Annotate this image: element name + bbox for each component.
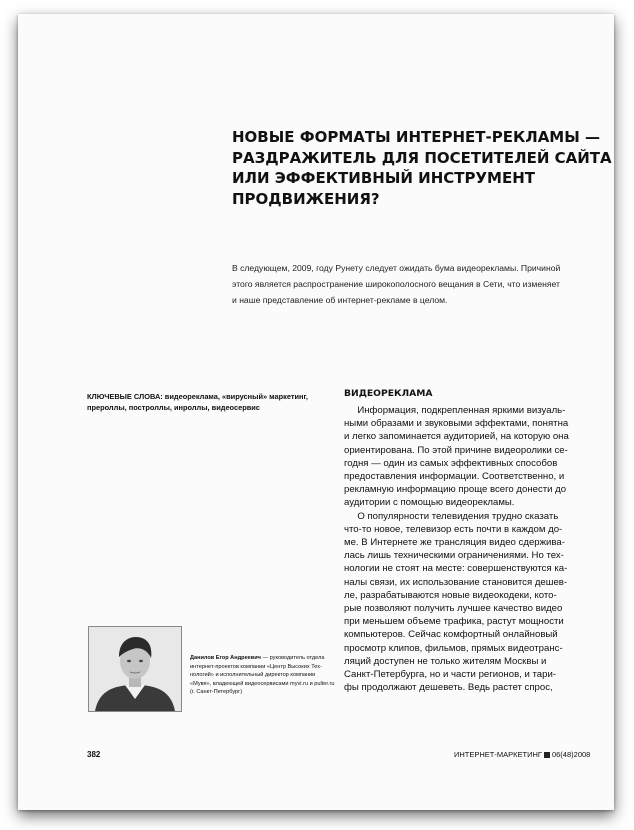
keywords-line: КЛЮЧЕВЫЕ СЛОВА: видеореклама, «вирусный» маркетинг, — [87, 392, 308, 401]
author-bio-line: интернет-проектов компании «Центр Высоких Тех- — [190, 663, 322, 670]
author-portrait-icon — [89, 627, 181, 711]
body-line: предоставления информации. Соответственно, и — [344, 471, 565, 483]
body-line: аудитории с помощью видеорекламы. — [344, 497, 515, 509]
article-title — [232, 127, 612, 209]
page-number: 382 — [87, 750, 101, 759]
article-body — [344, 404, 589, 694]
lead-line: и наше представление об интернет-рекламе в целом. — [232, 295, 448, 305]
body-line: О популярности телевидения трудно сказать — [344, 510, 559, 522]
author-role: — руководитель отдела — [260, 655, 325, 661]
author-bio — [190, 654, 340, 697]
body-line: и легко запоминается аудиторией, на которую она — [344, 431, 569, 443]
journal-page — [18, 14, 614, 810]
square-bullet-icon — [544, 752, 550, 758]
body-line: налы связи, их использование становится дешев- — [344, 576, 568, 588]
author-bio-line — [190, 654, 340, 663]
body-line: просмотр клипов, фильмов, прямых видеотранс- — [344, 642, 563, 654]
body-line: ными образами и звуковыми эффектами, понятна — [344, 418, 569, 430]
author-bio-line: «Мувя», владеющей видеосервисами myvi.ru и pulter.ru — [190, 680, 335, 687]
body-line: что-то новое, телевизор есть почти в каждом до- — [344, 523, 563, 535]
body-line: рекламную информацию проще всего донести до — [344, 484, 567, 496]
article-lead — [232, 260, 604, 308]
author-bio-line: (г. Санкт-Петербург) — [190, 689, 243, 696]
body-line: фы продолжают дешеветь. Ведь растет спрос, — [344, 682, 553, 694]
body-line: ле, разрабатываются новые видеокодеки, кото- — [344, 589, 557, 601]
body-line: компьютеров. Сейчас комфортный онлайновый — [344, 629, 558, 641]
title-line: НОВЫЕ ФОРМАТЫ ИНТЕРНЕТ-РЕКЛАМЫ — — [232, 128, 600, 146]
body-line: при меньшем объеме трафика, растут мощности — [344, 616, 564, 628]
author-photo — [88, 626, 182, 712]
body-line: годня — один из самых эффективных способов — [344, 457, 558, 469]
lead-line: В следующем, 2009, году Рунету следует ожидать бума видеорекламы. Причиной — [232, 263, 561, 273]
title-line: ПРОДВИЖЕНИЯ? — [232, 189, 380, 208]
body-line: нологии не стоят на месте: совершенствуются ка- — [344, 563, 568, 575]
section-heading: ВИДЕОРЕКЛАМА — [344, 388, 433, 399]
journal-name: ИНТЕРНЕТ-МАРКЕТИНГ — [454, 750, 542, 759]
keywords-block — [87, 391, 347, 413]
body-line: ме. В Интернете же трансляция видео сдержива- — [344, 537, 565, 549]
keywords-line: прероллы, построллы, инроллы, видеосервис — [87, 403, 260, 412]
author-bio-line: нологий» и исполнительный директор компании — [190, 672, 316, 679]
body-line: рые позволяют получить лучшее качество видео — [344, 603, 563, 615]
title-line: РАЗДРАЖИТЕЛЬ ДЛЯ ПОСЕТИТЕЛЕЙ САЙТА — [232, 148, 612, 167]
body-line: ориентирована. По этой причине видеоролики се- — [344, 444, 568, 456]
body-line: Санкт-Петербурга, но и части регионов, и тари- — [344, 669, 557, 681]
journal-issue: 06(48)2008 — [551, 750, 591, 759]
journal-footer — [454, 750, 590, 759]
body-line: Информация, подкрепленная яркими визуаль- — [344, 405, 566, 416]
lead-line: этого является распространение широкополосного вещания в Сети, что изменяет — [232, 279, 560, 289]
title-line: ИЛИ ЭФФЕКТИВНЫЙ ИНСТРУМЕНТ — [232, 169, 536, 187]
body-line: лась лишь техническими ограничениями. Но тех- — [344, 550, 564, 562]
body-line: ляций доступен не только жителям Москвы и — [344, 655, 547, 667]
author-name: Данилов Егор Андреевич — [190, 655, 261, 661]
